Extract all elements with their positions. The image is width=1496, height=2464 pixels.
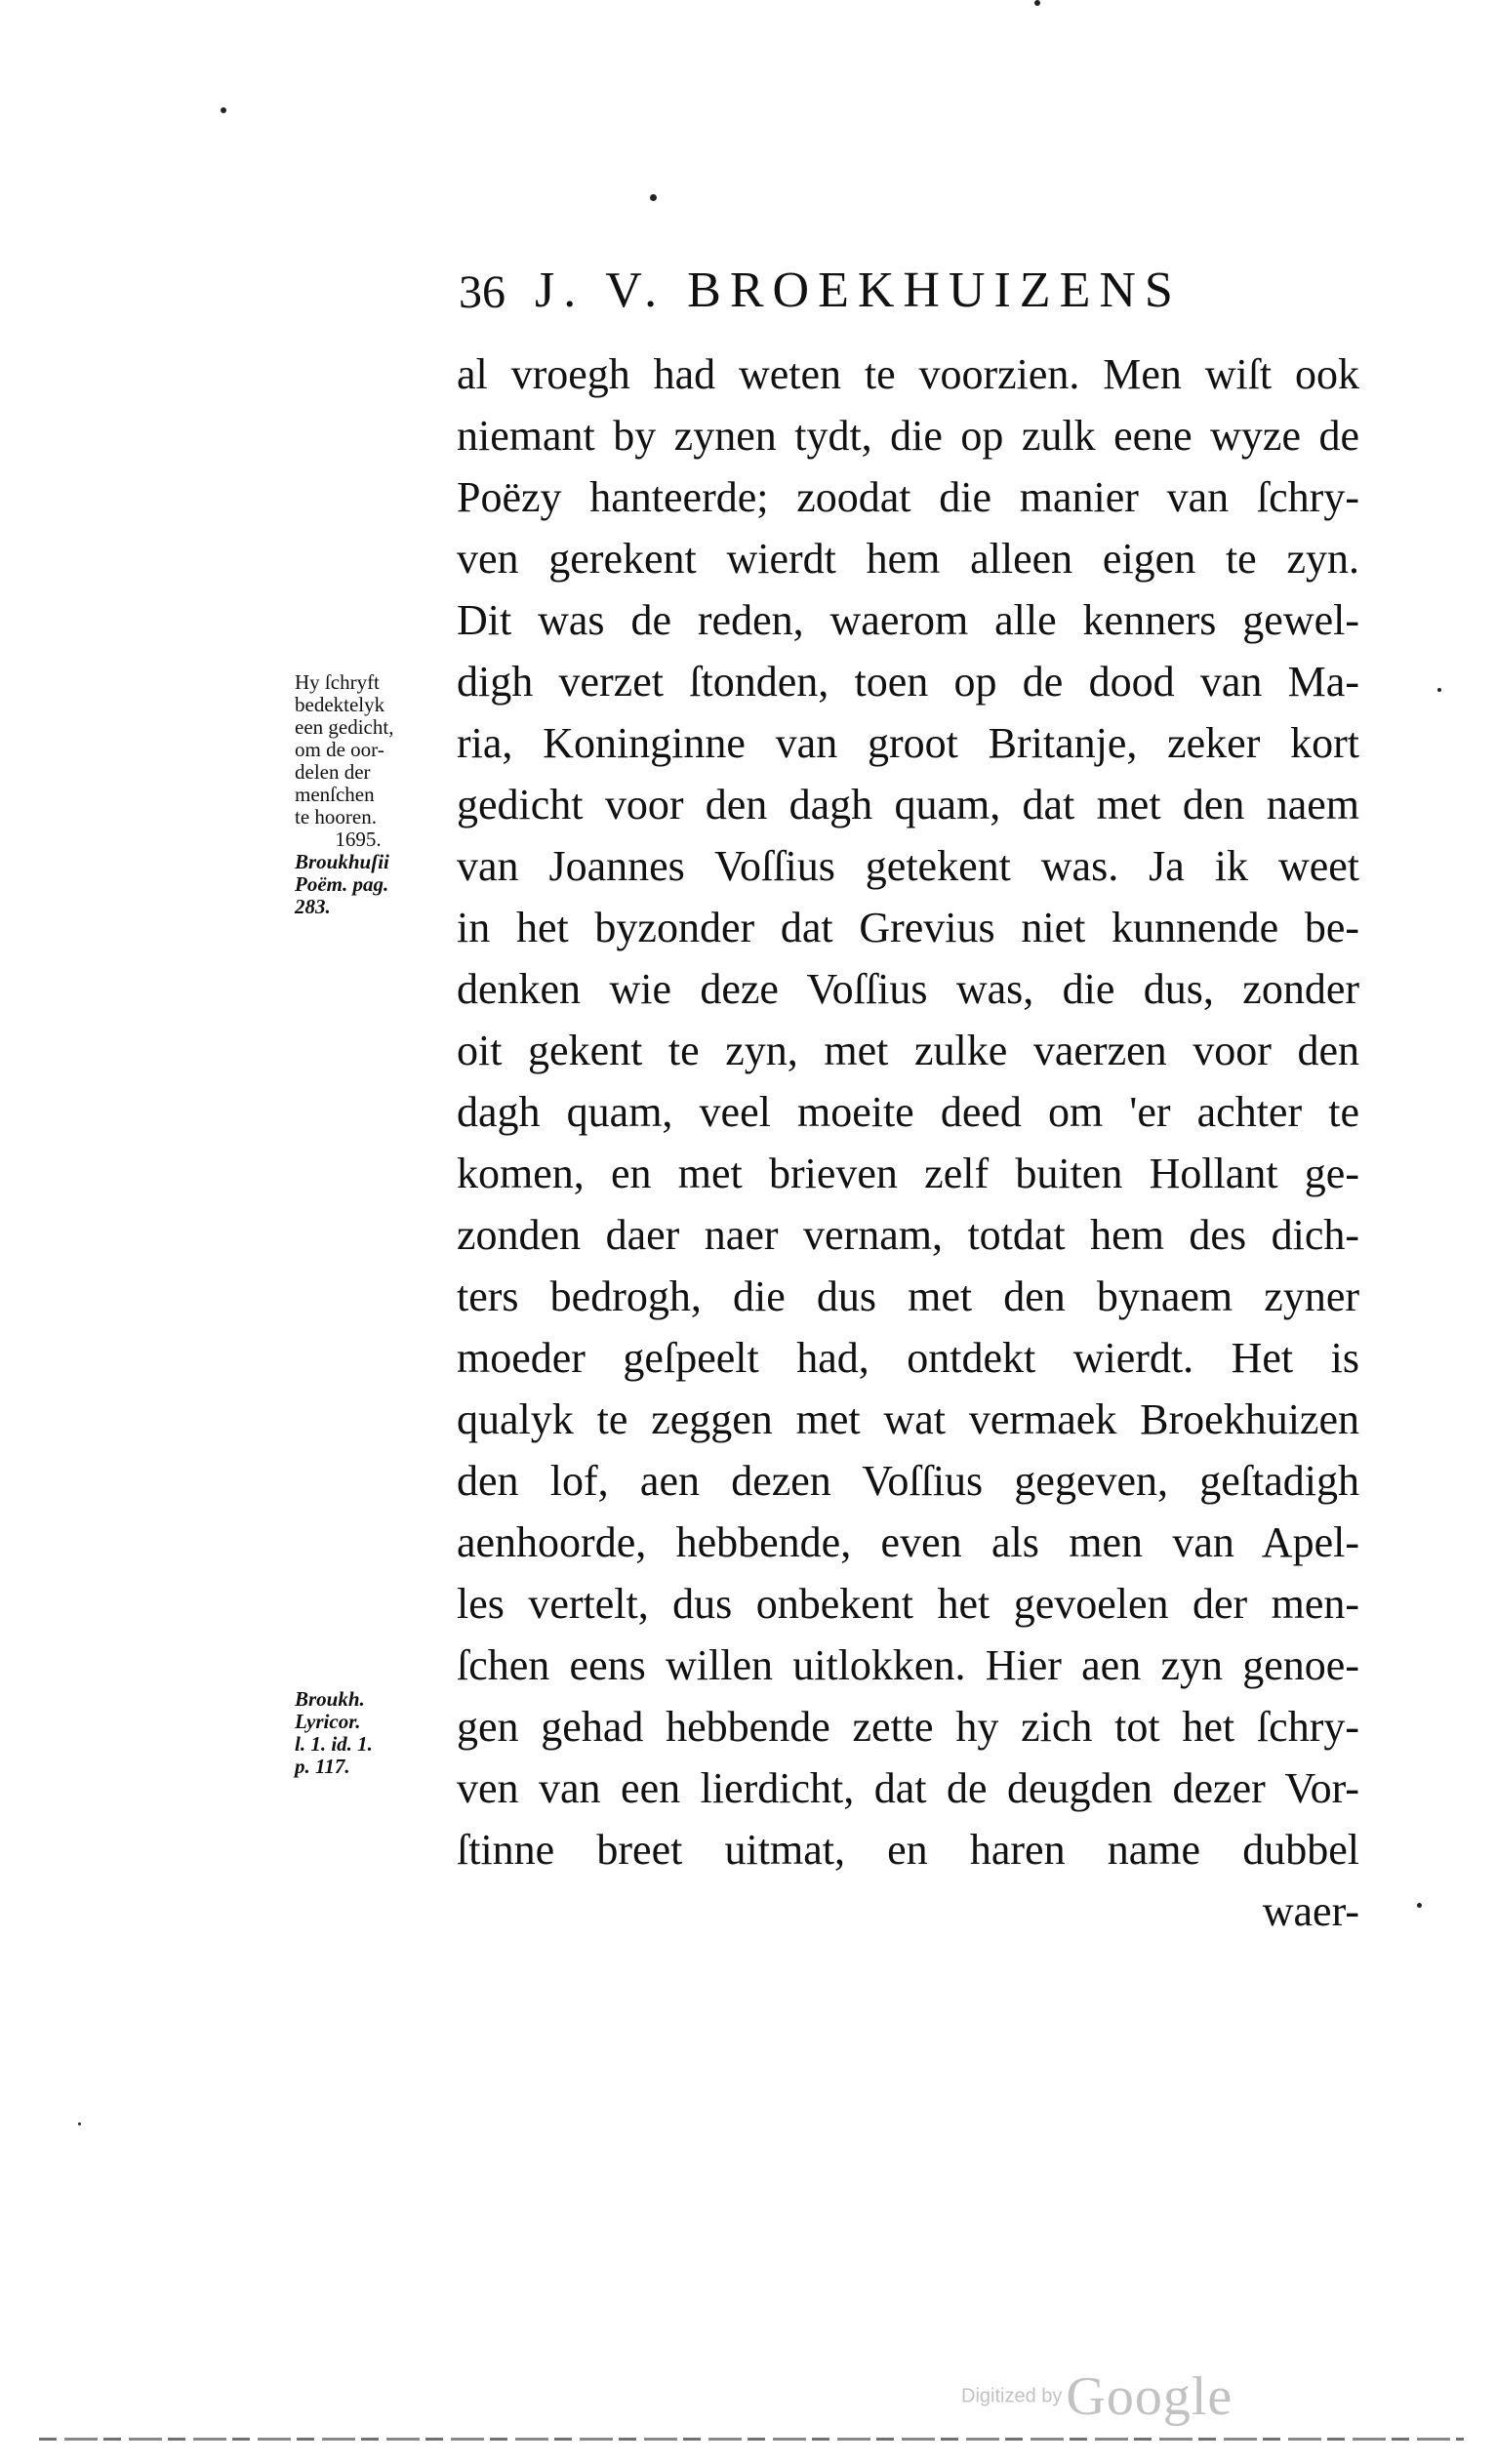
margin-note-line: te hooren. bbox=[295, 805, 377, 828]
ink-speck bbox=[1034, 0, 1040, 6]
margin-note-1 bbox=[295, 671, 451, 918]
text-line: zonden daer naer vernam, totdat hem des dich- bbox=[457, 1211, 1359, 1259]
margin-note-line: 283. bbox=[295, 895, 331, 918]
scan-edge-rule bbox=[39, 2438, 1464, 2441]
text-line: ria, Koninginne van groot Britanje, zeker kort bbox=[457, 719, 1359, 767]
text-line: aenhoorde, hebbende, even als men van Apel- bbox=[457, 1518, 1359, 1566]
text-line: dagh quam, veel moeite deed om 'er achter te bbox=[457, 1088, 1359, 1136]
text-line: Dit was de reden, waerom alle kenners gewel- bbox=[457, 596, 1359, 644]
text-line: digh verzet ſtonden, toen op de dood van Ma- bbox=[457, 658, 1359, 706]
text-line: ſchen eens willen uitlokken. Hier aen zyn genoe- bbox=[457, 1641, 1359, 1689]
text-line: niemant by zynen tydt, die op zulk eene wyze de bbox=[457, 412, 1359, 460]
ink-speck bbox=[221, 107, 226, 113]
text-line: komen, en met brieven zelf buiten Hollant ge- bbox=[457, 1150, 1359, 1197]
text-line: gedicht voor den dagh quam, dat met den naem bbox=[457, 781, 1359, 828]
running-head: J. V. BROEKHUIZENS bbox=[535, 263, 1182, 318]
margin-note-line: Hy ſchryft bbox=[295, 670, 380, 694]
text-line: Poëzy hanteerde; zoodat die manier van ſchry- bbox=[457, 473, 1359, 521]
margin-note-line: bedektelyk bbox=[295, 693, 385, 716]
text-line: gen gehad hebbende zette hy zich tot het ſchry- bbox=[457, 1703, 1359, 1751]
margin-note-line: Lyricor. bbox=[295, 1710, 361, 1733]
margin-note-line: Broukhuſii bbox=[295, 850, 389, 873]
ink-speck bbox=[1437, 688, 1441, 692]
body-text bbox=[457, 343, 1359, 1942]
text-line: ven gerekent wierdt hem alleen eigen te zyn. bbox=[457, 535, 1359, 583]
margin-note-year: 1695. bbox=[335, 828, 382, 851]
ink-speck bbox=[1417, 1903, 1422, 1908]
page-number: 36 bbox=[459, 266, 505, 318]
digitized-watermark bbox=[961, 2365, 1233, 2428]
text-line: moeder geſpeelt had, ontdekt wierdt. Het is bbox=[457, 1334, 1359, 1382]
margin-note-line: delen der bbox=[295, 760, 371, 784]
margin-note-line: Poëm. pag. bbox=[295, 872, 389, 896]
text-line: qualyk te zeggen met wat vermaek Broekhuizen bbox=[457, 1395, 1359, 1443]
text-line: van Joannes Voſſius getekent was. Ja ik weet bbox=[457, 842, 1359, 890]
text-line: les vertelt, dus onbekent het gevoelen der men- bbox=[457, 1580, 1359, 1628]
ink-speck bbox=[78, 2122, 81, 2125]
margin-note-line: om de oor- bbox=[295, 738, 384, 761]
ink-speck bbox=[650, 194, 657, 201]
watermark-brand: Google bbox=[1066, 2366, 1233, 2427]
text-line: den lof, aen dezen Voſſius gegeven, geſtadigh bbox=[457, 1457, 1359, 1505]
margin-note-2 bbox=[295, 1688, 451, 1778]
watermark-prefix: Digitized by bbox=[961, 2385, 1063, 2407]
text-line: ters bedrogh, die dus met den bynaem zyner bbox=[457, 1272, 1359, 1320]
margin-note-line: p. 117. bbox=[295, 1755, 350, 1778]
margin-note-line: Broukh. bbox=[295, 1687, 365, 1711]
text-line: al vroegh had weten te voorzien. Men wiſt ook bbox=[457, 350, 1359, 398]
catchword: waer- bbox=[1262, 1887, 1359, 1935]
text-line: ſtinne breet uitmat, en haren name dubbel bbox=[457, 1826, 1359, 1874]
text-line: in het byzonder dat Grevius niet kunnende be- bbox=[457, 904, 1359, 951]
page-header bbox=[459, 262, 1366, 330]
text-line: oit gekent te zyn, met zulke vaerzen voor den bbox=[457, 1027, 1359, 1074]
margin-note-line: l. 1. id. 1. bbox=[295, 1732, 373, 1756]
margin-note-line: menſchen bbox=[295, 783, 375, 806]
text-line: denken wie deze Voſſius was, die dus, zonder bbox=[457, 965, 1359, 1013]
text-line: ven van een lierdicht, dat de deugden dezer Vor- bbox=[457, 1764, 1359, 1812]
margin-note-line: een gedicht, bbox=[295, 715, 394, 739]
